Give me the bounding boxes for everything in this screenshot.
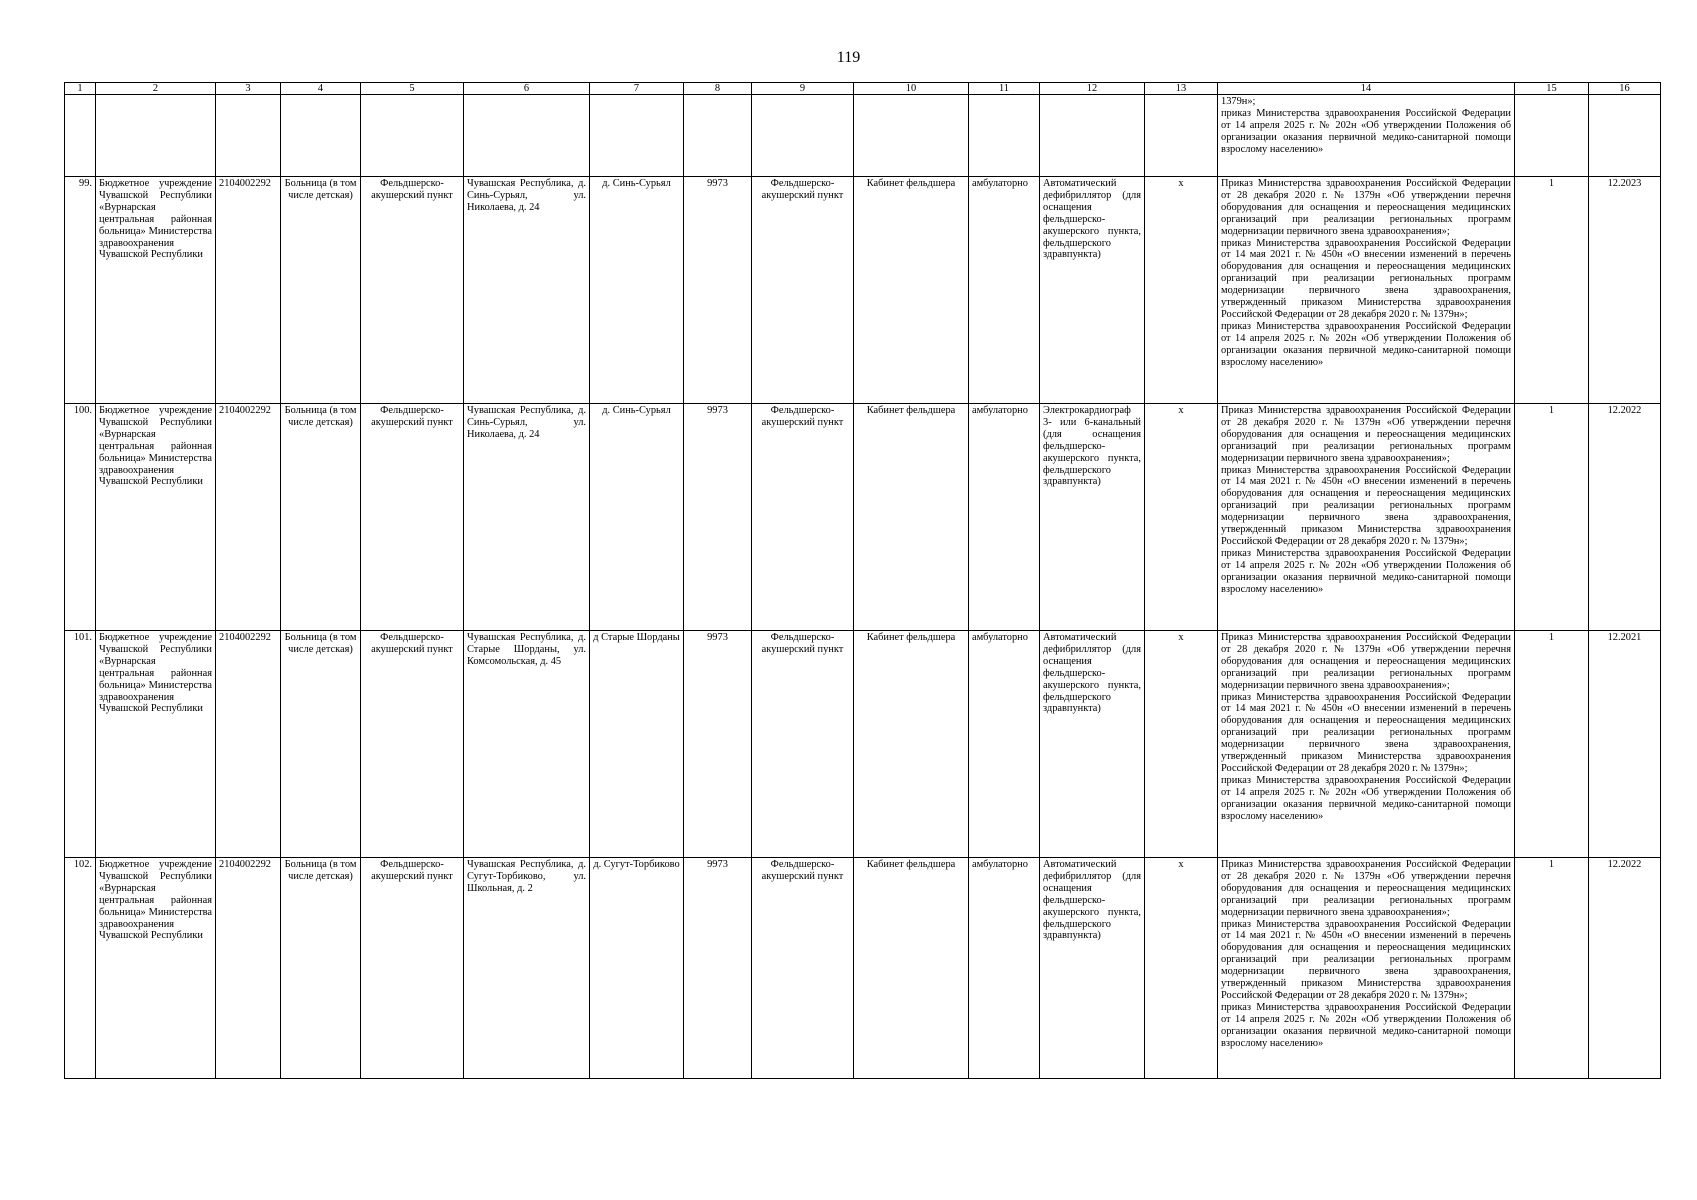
address-cell: Чувашская Республика, д. Синь-Сурьял, ул. Николаева, д. 24 (464, 404, 590, 631)
legal-paragraph: приказ Министерства здравоохранения Российской Федерации от 14 апреля 2025 г. № 202н «Об утверждении Положения об организации оказания первичной медико-санитарной помощи взрослому населению» (1221, 320, 1511, 368)
legal-paragraph: Приказ Министерства здравоохранения Российской Федерации от 28 декабря 2020 г. № 1379н «Об утверждении перечня оборудования для оснащения и переоснащения медицинских организаций при реализации региональных программ модернизации первичного звена здравоохранения»; (1221, 178, 1511, 237)
organization-name: Бюджетное учреждение Чувашской Республики «Вурнарская центральная районная больница» Министерства здравоохранения Чувашской Республики (96, 177, 216, 404)
quantity-cell: 1 (1515, 404, 1589, 631)
date-cell: 12.2021 (1589, 631, 1661, 858)
mark-cell: х (1145, 631, 1218, 858)
mark-cell: х (1145, 404, 1218, 631)
organization-type: Больница (в том числе детская) (281, 631, 361, 858)
column-header-cell: 4 (281, 83, 361, 95)
column-header-cell: 7 (590, 83, 684, 95)
locality-cell: д. Синь-Сурьял (590, 404, 684, 631)
organization-type: Больница (в том числе детская) (281, 404, 361, 631)
legal-paragraph: приказ Министерства здравоохранения Российской Федерации от 14 мая 2021 г. № 450н «О внесении изменений в перечень оборудования для оснащения и переоснащения медицинских организаций при реализации региональных программ модернизации первичного звена здравоохранения, утвержденный приказом Министерства здравоохранения Российской Федерации от 28 декабря 2020 г. № 1379н»; (1221, 464, 1511, 547)
structural-unit: Фельдшерско-акушерский пункт (361, 404, 464, 631)
column-header-cell: 15 (1515, 83, 1589, 95)
unit-type-cell: Фельдшерско-акушерский пункт (752, 858, 854, 1079)
equipment-cell: Автоматический дефибриллятор (для оснащения фельдшерско-акушерского пункта, фельдшерского здравпункта) (1040, 858, 1145, 1079)
quantity-cell: 1 (1515, 858, 1589, 1079)
legal-basis-cell (1218, 631, 1515, 858)
inn-cell: 2104002292 (216, 631, 281, 858)
legal-paragraph: 1379н»; (1221, 96, 1256, 107)
unit-type-cell: Фельдшерско-акушерский пункт (752, 404, 854, 631)
structural-unit: Фельдшерско-акушерский пункт (361, 631, 464, 858)
legal-paragraph: Приказ Министерства здравоохранения Российской Федерации от 28 декабря 2020 г. № 1379н «Об утверждении перечня оборудования для оснащения и переоснащения медицинских организаций при реализации региональных программ модернизации первичного звена здравоохранения»; (1221, 632, 1511, 691)
address-cell: Чувашская Республика, д. Синь-Сурьял, ул. Николаева, д. 24 (464, 177, 590, 404)
legal-basis-cell (1218, 404, 1515, 631)
equipment-table (64, 82, 1661, 1079)
inn-cell: 2104002292 (216, 404, 281, 631)
code-cell: 9973 (684, 177, 752, 404)
table-row (65, 631, 1661, 858)
unit-type-cell: Фельдшерско-акушерский пункт (752, 631, 854, 858)
column-header-cell: 14 (1218, 83, 1515, 95)
equipment-cell: Автоматический дефибриллятор (для оснащения фельдшерско-акушерского пункта, фельдшерского здравпункта) (1040, 177, 1145, 404)
care-mode-cell: амбулаторно (969, 631, 1040, 858)
column-header-cell: 1 (65, 83, 96, 95)
locality-cell: д. Сугут-Торбиково (590, 858, 684, 1079)
legal-paragraph: Приказ Министерства здравоохранения Российской Федерации от 28 декабря 2020 г. № 1379н «Об утверждении перечня оборудования для оснащения и переоснащения медицинских организаций при реализации региональных программ модернизации первичного звена здравоохранения»; (1221, 859, 1511, 918)
date-cell: 12.2022 (1589, 858, 1661, 1079)
legal-paragraph: приказ Министерства здравоохранения Российской Федерации от 14 мая 2021 г. № 450н «О внесении изменений в перечень оборудования для оснащения и переоснащения медицинских организаций при реализации региональных программ модернизации первичного звена здравоохранения, утвержденный приказом Министерства здравоохранения Российской Федерации от 28 декабря 2020 г. № 1379н»; (1221, 237, 1511, 320)
column-header-cell: 9 (752, 83, 854, 95)
column-header-cell: 11 (969, 83, 1040, 95)
date-cell: 12.2023 (1589, 177, 1661, 404)
locality-cell: д. Синь-Сурьял (590, 177, 684, 404)
table-row (65, 177, 1661, 404)
legal-paragraph: Приказ Министерства здравоохранения Российской Федерации от 28 декабря 2020 г. № 1379н «Об утверждении перечня оборудования для оснащения и переоснащения медицинских организаций при реализации региональных программ модернизации первичного звена здравоохранения»; (1221, 405, 1511, 464)
room-cell: Кабинет фельдшера (854, 631, 969, 858)
care-mode-cell: амбулаторно (969, 404, 1040, 631)
address-cell: Чувашская Республика, д. Старые Шорданы, ул. Комсомольская, д. 45 (464, 631, 590, 858)
column-header-cell: 10 (854, 83, 969, 95)
legal-paragraph: приказ Министерства здравоохранения Российской Федерации от 14 апреля 2025 г. № 202н «Об утверждении Положения об организации оказания первичной медико-санитарной помощи взрослому населению» (1221, 1001, 1511, 1049)
legal-paragraph: приказ Министерства здравоохранения Российской Федерации от 14 апреля 2025 г. № 202н «Об утверждении Положения об организации оказания первичной медико-санитарной помощи взрослому населению» (1221, 107, 1511, 155)
legal-paragraph: приказ Министерства здравоохранения Российской Федерации от 14 мая 2021 г. № 450н «О внесении изменений в перечень оборудования для оснащения и переоснащения медицинских организаций при реализации региональных программ модернизации первичного звена здравоохранения, утвержденный приказом Министерства здравоохранения Российской Федерации от 28 декабря 2020 г. № 1379н»; (1221, 691, 1511, 774)
unit-type-cell: Фельдшерско-акушерский пункт (752, 177, 854, 404)
code-cell: 9973 (684, 404, 752, 631)
equipment-cell: Электрокардиограф 3- или 6-канальный (для оснащения фельдшерско-акушерского пункта, фельдшерского здравпункта) (1040, 404, 1145, 631)
organization-type: Больница (в том числе детская) (281, 858, 361, 1079)
column-header-cell: 3 (216, 83, 281, 95)
page-number: 119 (836, 49, 861, 66)
row-number: 99. (65, 177, 96, 404)
inn-cell: 2104002292 (216, 858, 281, 1079)
legal-paragraph: приказ Министерства здравоохранения Российской Федерации от 14 мая 2021 г. № 450н «О внесении изменений в перечень оборудования для оснащения и переоснащения медицинских организаций при реализации региональных программ модернизации первичного звена здравоохранения, утвержденный приказом Министерства здравоохранения Российской Федерации от 28 декабря 2020 г. № 1379н»; (1221, 918, 1511, 1001)
date-cell: 12.2022 (1589, 404, 1661, 631)
continuation-row (65, 95, 1661, 177)
organization-type: Больница (в том числе детская) (281, 177, 361, 404)
care-mode-cell: амбулаторно (969, 177, 1040, 404)
organization-name: Бюджетное учреждение Чувашской Республики «Вурнарская центральная районная больница» Министерства здравоохранения Чувашской Республики (96, 404, 216, 631)
legal-paragraph: приказ Министерства здравоохранения Российской Федерации от 14 апреля 2025 г. № 202н «Об утверждении Положения об организации оказания первичной медико-санитарной помощи взрослому населению» (1221, 547, 1511, 595)
mark-cell: х (1145, 177, 1218, 404)
column-header-cell: 13 (1145, 83, 1218, 95)
quantity-cell: 1 (1515, 631, 1589, 858)
care-mode-cell: амбулаторно (969, 858, 1040, 1079)
column-header-cell: 5 (361, 83, 464, 95)
room-cell: Кабинет фельдшера (854, 858, 969, 1079)
column-number-header (65, 83, 1661, 95)
room-cell: Кабинет фельдшера (854, 404, 969, 631)
inn-cell: 2104002292 (216, 177, 281, 404)
code-cell: 9973 (684, 631, 752, 858)
column-header-cell: 6 (464, 83, 590, 95)
column-header-cell: 2 (96, 83, 216, 95)
column-header-cell: 8 (684, 83, 752, 95)
table-row (65, 858, 1661, 1079)
structural-unit: Фельдшерско-акушерский пункт (361, 177, 464, 404)
address-cell: Чувашская Республика, д. Сугут-Торбиково, ул. Школьная, д. 2 (464, 858, 590, 1079)
table-row (65, 404, 1661, 631)
organization-name: Бюджетное учреждение Чувашской Республики «Вурнарская центральная районная больница» Министерства здравоохранения Чувашской Республики (96, 858, 216, 1079)
row-number: 100. (65, 404, 96, 631)
structural-unit: Фельдшерско-акушерский пункт (361, 858, 464, 1079)
room-cell: Кабинет фельдшера (854, 177, 969, 404)
code-cell: 9973 (684, 858, 752, 1079)
legal-basis-cell (1218, 858, 1515, 1079)
legal-paragraph: приказ Министерства здравоохранения Российской Федерации от 14 апреля 2025 г. № 202н «Об утверждении Положения об организации оказания первичной медико-санитарной помощи взрослому населению» (1221, 774, 1511, 822)
mark-cell: х (1145, 858, 1218, 1079)
quantity-cell: 1 (1515, 177, 1589, 404)
equipment-cell: Автоматический дефибриллятор (для оснащения фельдшерско-акушерского пункта, фельдшерского здравпункта) (1040, 631, 1145, 858)
row-number: 102. (65, 858, 96, 1079)
row-number: 101. (65, 631, 96, 858)
legal-basis-cell (1218, 95, 1515, 177)
column-header-cell: 12 (1040, 83, 1145, 95)
locality-cell: д Старые Шорданы (590, 631, 684, 858)
column-header-cell: 16 (1589, 83, 1661, 95)
legal-basis-cell (1218, 177, 1515, 404)
organization-name: Бюджетное учреждение Чувашской Республики «Вурнарская центральная районная больница» Министерства здравоохранения Чувашской Республики (96, 631, 216, 858)
